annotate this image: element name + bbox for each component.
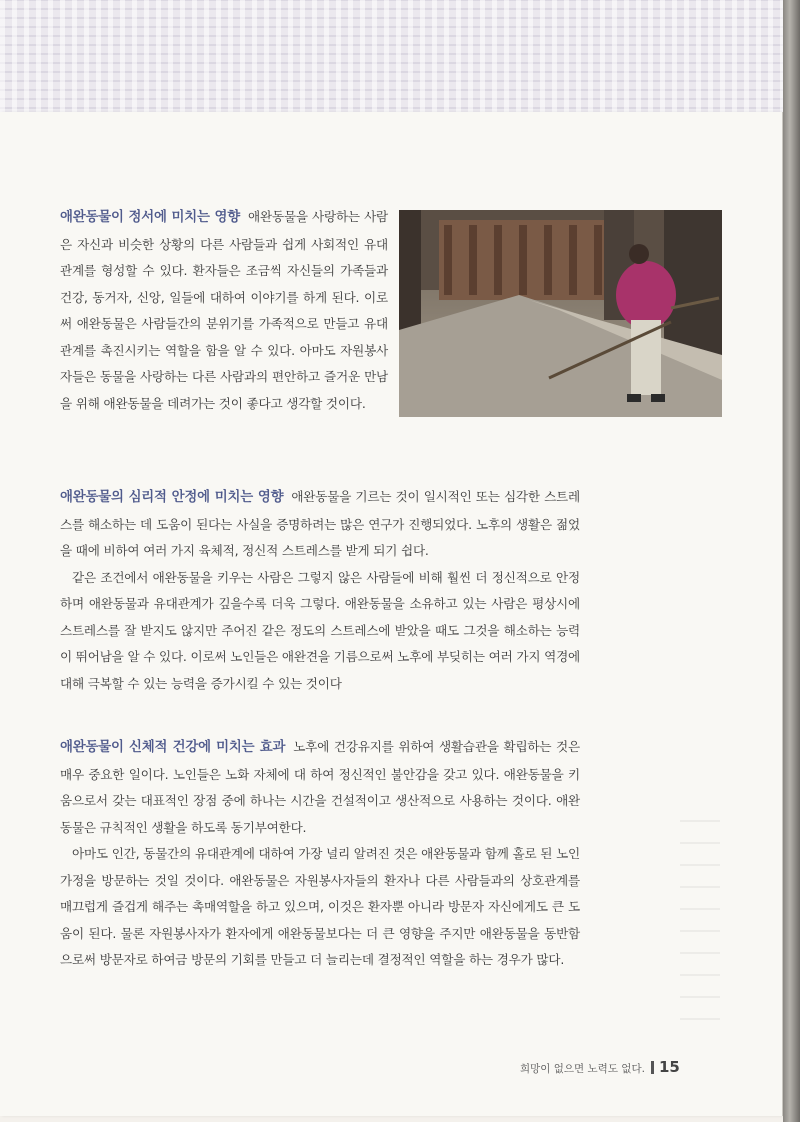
section-psychological-stability	[60, 484, 580, 697]
section-body: 아마도 인간, 동물간의 유대관계에 대하여 가장 널리 알려진 것은 애완동물과 함께 홀로 된 노인 가정을 방문하는 것일 것이다. 애완동물은 자원봉사자들의 환자나 다른 사람들과의 상호관계를 매끄럽게 즐겁게 해주는 촉매역할을 하고 있으며, 이것은 환자뿐 아니라 방문자 자신에게도 큰 도움이 된다. 물론 자원봉사자가 환자에게 애완동물보다는 더 큰 영향을 주지만 애완동물을 동반함으로써 방문자로 하여금 방문의 기회를 만들고 더 늘리는데 결정적인 역할을 하는 경우가 많다.	[60, 846, 580, 967]
photo-man-sweeping-courtyard	[399, 210, 722, 417]
section-body: 같은 조건에서 애완동물을 키우는 사람은 그렇지 않은 사람들에 비해 훨씬 더 정신적으로 안정하며 애완동물과 유대관계가 깊을수록 더욱 그렇다. 애완동물을 소유하고 있는 사람은 평상시에 스트레스를 잘 받지도 않지만 주어진 같은 정도의 스트레스에 받았을 때도 그것을 해소하는 능력이 뛰어남을 알 수 있다. 이로써 노인들은 애완견을 기름으로써 노후에 부딪히는 여러 가지 역경에 대해 극복할 수 있는 능력을 증가시킬 수 있는 것이다	[60, 569, 580, 691]
footer-tagline: 희망이 없으면 노력도 없다.	[520, 1063, 645, 1075]
top-pattern-band	[0, 0, 800, 118]
bleed-through-text	[680, 820, 720, 1020]
page-footer	[520, 1058, 680, 1076]
section-heading: 애완동물의 심리적 안정에 미치는 영향	[60, 490, 284, 505]
section-emotional-effects	[60, 204, 388, 417]
section-physical-health	[60, 734, 580, 974]
section-heading: 애완동물이 신체적 건강에 미치는 효과	[60, 740, 286, 755]
page-number: 15	[658, 1058, 680, 1076]
section-body: 노후에 건강유지를 위하여 생활습관을 확립하는 것은 매우 중요한 일이다. 노인들은 노화 자체에 대 하여 정신적인 불안감을 갖고 있다. 애완동물을 키움으로서 갖는 대표적인 장점 중에 하나는 시간을 건설적이고 생산적으로 사용하는 것이다. 애완동물은 규칙적인 생활을 하도록 동기부여한다.	[60, 739, 580, 835]
section-body: 애완동물을 사랑하는 사람은 자신과 비슷한 상황의 다른 사람들과 쉽게 사회적인 유대관계를 형성할 수 있다. 환자들은 조금씩 자신들의 가족들과 건강, 동거자, 신앙, 일들에 대하여 이야기를 하게 된다. 이로써 애완동물은 사람들간의 분위기를 가족적으로 만들고 유대관계를 촉진시키는 역할을 함을 알 수 있다. 아마도 자원봉사자들은 동물을 사랑하는 다른 사람과의 편안하고 즐거운 만남을 위해 애완동물을 데려가는 것이 좋다고 생각할 것이다.	[60, 209, 388, 411]
scan-edge	[783, 0, 800, 1122]
footer-divider	[651, 1061, 654, 1074]
section-heading: 애완동물이 정서에 미치는 영향	[60, 210, 241, 225]
section-body: 애완동물을 기르는 것이 일시적인 또는 심각한 스트레스를 해소하는 데 도움이 된다는 사실을 증명하려는 많은 연구가 진행되었다. 노후의 생활은 젊었을 때에 비하여 여러 가지 육체적, 정신적 스트레스를 받게 되기 쉽다.	[60, 489, 580, 558]
